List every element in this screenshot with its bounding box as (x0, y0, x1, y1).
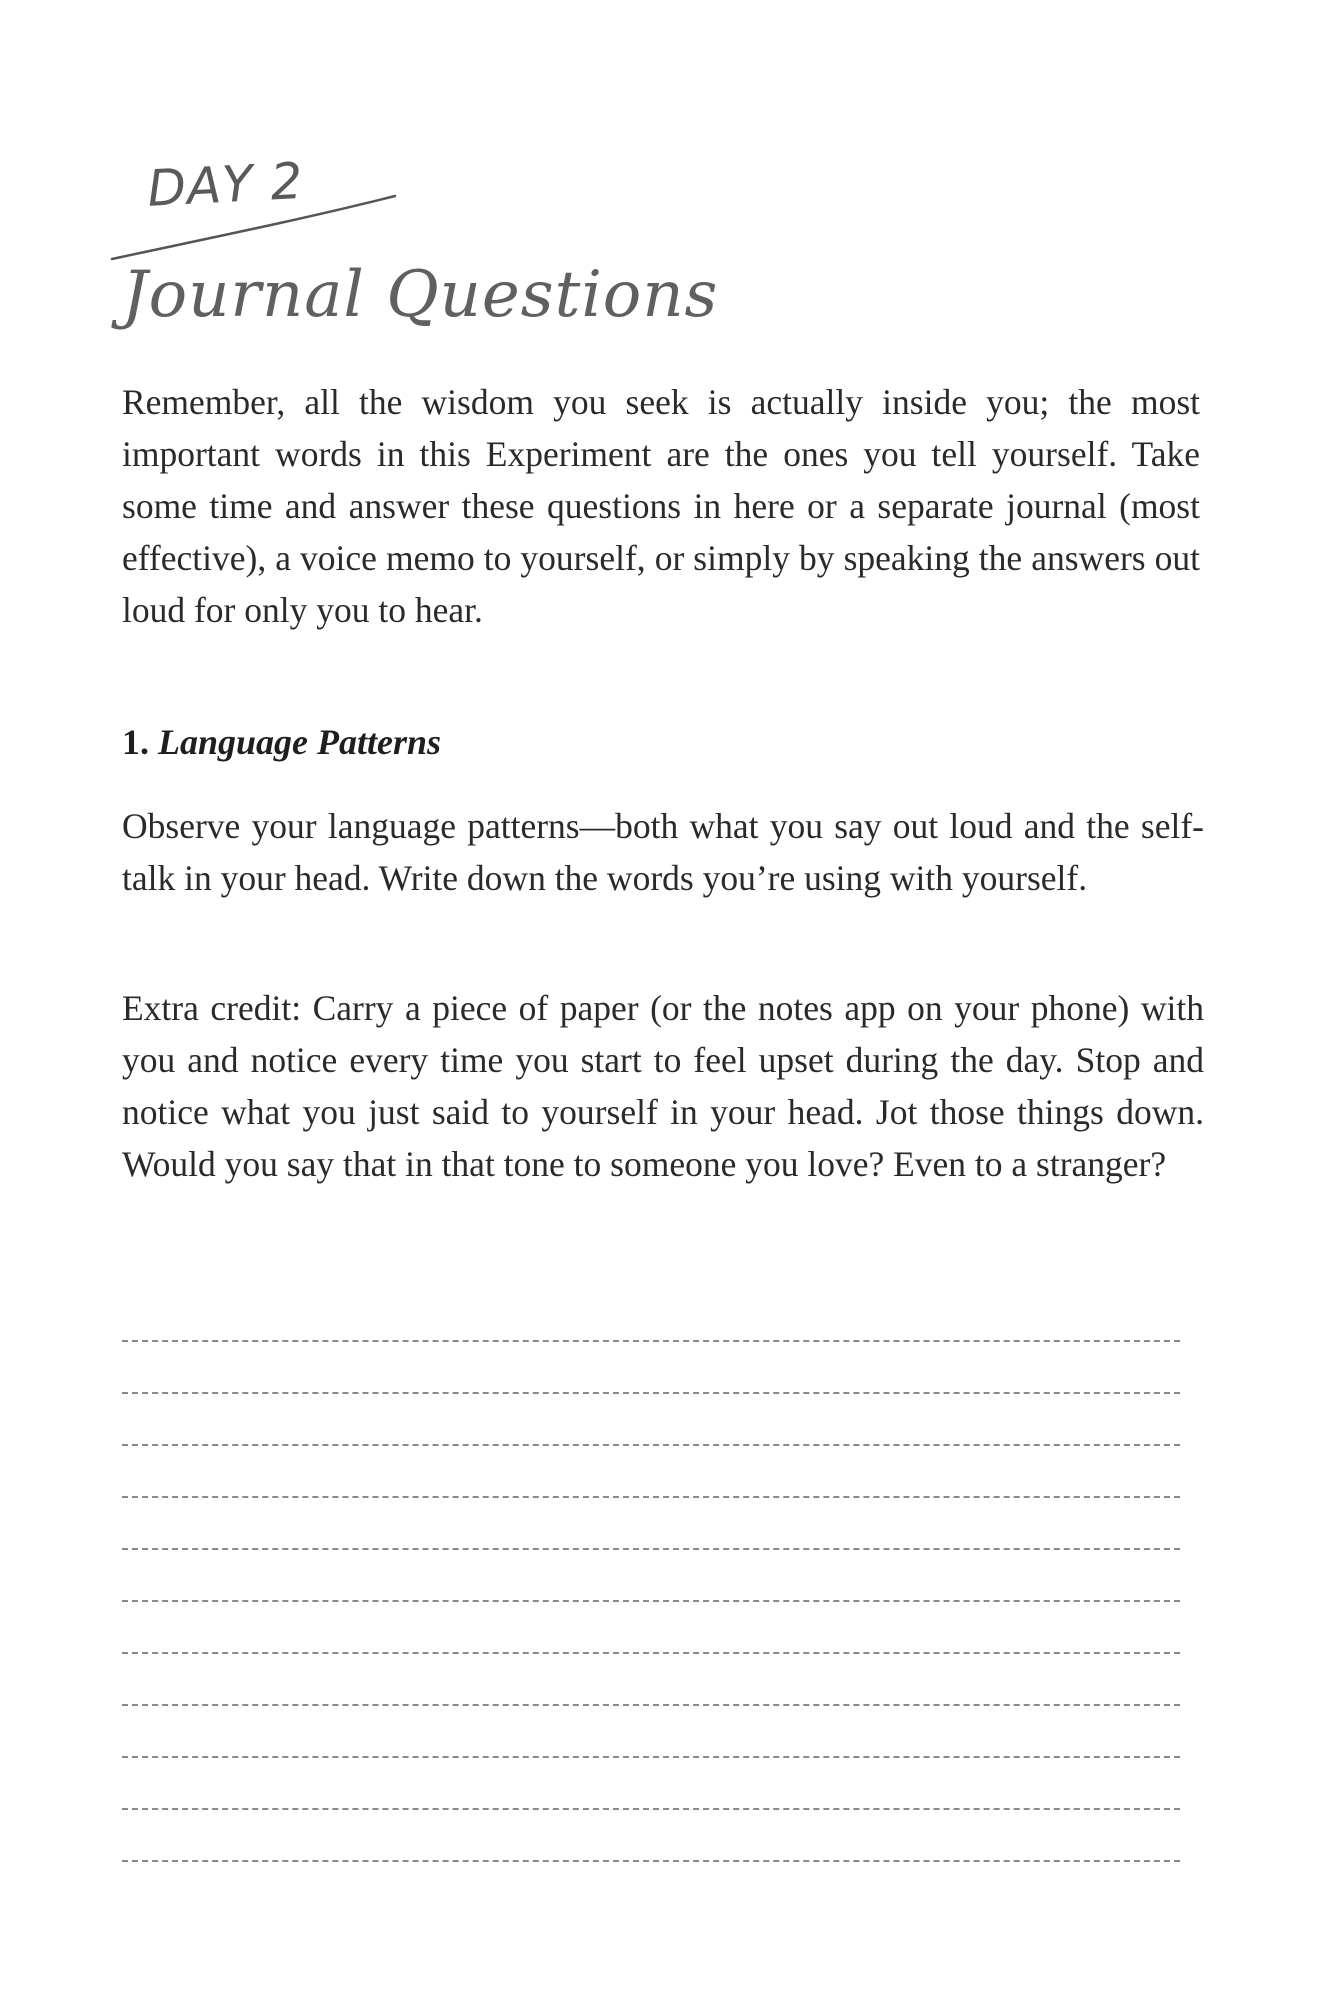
answer-line[interactable] (122, 1446, 1180, 1498)
day-label: DAY 2 (146, 151, 305, 218)
answer-line[interactable] (122, 1706, 1180, 1758)
question-heading (122, 721, 441, 763)
question-number: 1. (122, 722, 149, 762)
answer-line[interactable] (122, 1498, 1180, 1550)
header-underline (0, 0, 420, 280)
section-title: Journal Questions (122, 258, 719, 332)
answer-line[interactable] (122, 1342, 1180, 1394)
question-prompt: Observe your language patterns—both what you say out loud and the self-talk in your head. Write down the words you’re using with yourself. (122, 806, 1204, 898)
answer-line[interactable] (122, 1550, 1180, 1602)
answer-line[interactable] (122, 1602, 1180, 1654)
answer-line[interactable] (122, 1758, 1180, 1810)
question-title: Language Patterns (158, 722, 442, 762)
answer-line[interactable] (122, 1394, 1180, 1446)
extra-credit-paragraph: Extra credit: Carry a piece of paper (or the notes app on your phone) with you and notice every time you start to feel upset during the day. Stop and notice what you just said to yourself in your head. Jot those things down. Would you say that in that tone to someone you love? Even to a stranger? (122, 988, 1204, 1184)
answer-lines (122, 1290, 1180, 1862)
intro-paragraph: Remember, all the wisdom you seek is actually inside you; the most important words in this Experiment are the ones you tell yourself. Take some time and answer these questions in here or a separate journal (most effective), a voice memo to yourself, or simply by speaking the answers out loud for only you to hear. (122, 382, 1200, 630)
answer-line[interactable] (122, 1810, 1180, 1862)
answer-line[interactable] (122, 1654, 1180, 1706)
answer-line[interactable] (122, 1290, 1180, 1342)
